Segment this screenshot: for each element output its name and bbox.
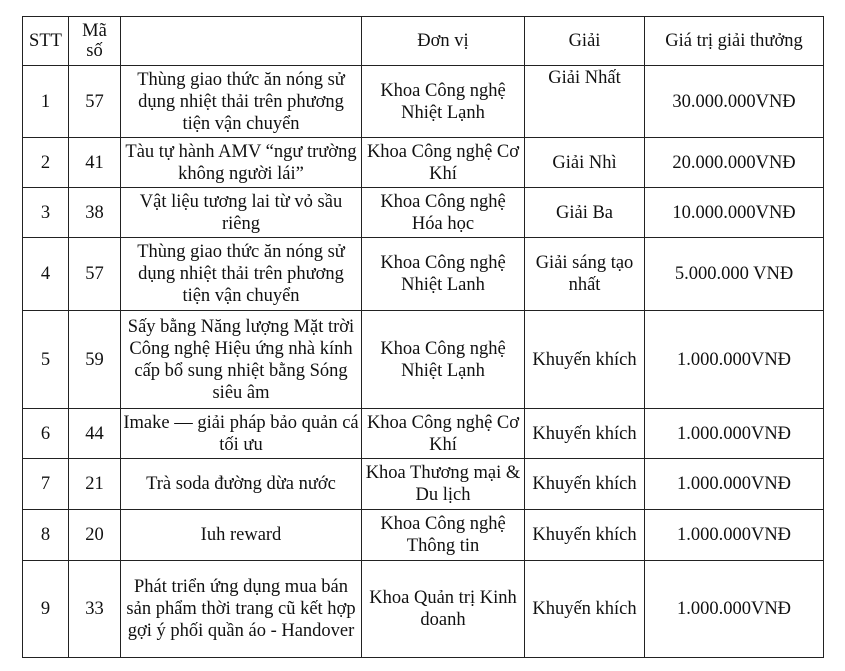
- table-row: [23, 561, 824, 658]
- cell-giai: Giải Nhì: [525, 138, 645, 188]
- header-ma-so-line1: Mã: [82, 21, 107, 41]
- cell-stt: 1: [23, 66, 69, 138]
- cell-stt: 2: [23, 138, 69, 188]
- cell-ten: Iuh reward: [121, 510, 362, 561]
- cell-giai: Giải Nhất: [525, 66, 645, 138]
- cell-giai: Khuyến khích: [525, 311, 645, 409]
- cell-ten: Trà soda đường dừa nước: [121, 459, 362, 510]
- cell-gia-tri: 20.000.000VNĐ: [645, 138, 824, 188]
- cell-don-vi: Khoa Công nghệ Nhiệt Lanh: [362, 238, 525, 311]
- table-row: [23, 138, 824, 188]
- cell-ma-so: 33: [69, 561, 121, 658]
- cell-stt: 4: [23, 238, 69, 311]
- cell-ma-so: 59: [69, 311, 121, 409]
- cell-stt: 6: [23, 409, 69, 459]
- cell-ma-so: 38: [69, 188, 121, 238]
- cell-giai: Khuyến khích: [525, 409, 645, 459]
- cell-giai: Khuyến khích: [525, 561, 645, 658]
- cell-don-vi: Khoa Quản trị Kinh doanh: [362, 561, 525, 658]
- cell-gia-tri: 1.000.000VNĐ: [645, 311, 824, 409]
- cell-stt: 7: [23, 459, 69, 510]
- cell-gia-tri: 1.000.000VNĐ: [645, 459, 824, 510]
- header-ma-so: [69, 17, 121, 66]
- cell-gia-tri: 1.000.000VNĐ: [645, 561, 824, 658]
- cell-gia-tri: 1.000.000VNĐ: [645, 409, 824, 459]
- cell-giai: Khuyến khích: [525, 510, 645, 561]
- cell-don-vi: Khoa Công nghệ Nhiệt Lạnh: [362, 66, 525, 138]
- cell-ten: Vật liệu tương lai từ vỏ sầu riêng: [121, 188, 362, 238]
- cell-stt: 9: [23, 561, 69, 658]
- cell-giai: Giải Ba: [525, 188, 645, 238]
- header-don-vi: Đơn vị: [362, 17, 525, 66]
- cell-gia-tri: 10.000.000VNĐ: [645, 188, 824, 238]
- header-row: [23, 17, 824, 66]
- cell-ten: Thùng giao thức ăn nóng sử dụng nhiệt thải trên phương tiện vận chuyển: [121, 238, 362, 311]
- cell-don-vi: Khoa Công nghệ Nhiệt Lạnh: [362, 311, 525, 409]
- table-row: [23, 510, 824, 561]
- cell-ma-so: 57: [69, 238, 121, 311]
- cell-ten: Sấy bằng Năng lượng Mặt trời Công nghệ Hiệu ứng nhà kính cấp bổ sung nhiệt bằng Sóng siêu âm: [121, 311, 362, 409]
- cell-ma-so: 21: [69, 459, 121, 510]
- cell-gia-tri: 1.000.000VNĐ: [645, 510, 824, 561]
- cell-gia-tri: 5.000.000 VNĐ: [645, 238, 824, 311]
- cell-ma-so: 41: [69, 138, 121, 188]
- cell-stt: 8: [23, 510, 69, 561]
- table-row: [23, 409, 824, 459]
- cell-ma-so: 57: [69, 66, 121, 138]
- header-giai: Giải: [525, 17, 645, 66]
- cell-stt: 5: [23, 311, 69, 409]
- cell-gia-tri: 30.000.000VNĐ: [645, 66, 824, 138]
- cell-giai: Khuyến khích: [525, 459, 645, 510]
- table-row: [23, 66, 824, 138]
- cell-giai: Giải sáng tạo nhất: [525, 238, 645, 311]
- table-row: [23, 238, 824, 311]
- cell-don-vi: Khoa Công nghệ Cơ Khí: [362, 409, 525, 459]
- awards-table: [22, 16, 824, 658]
- cell-ten: Phát triển ứng dụng mua bán sản phẩm thời trang cũ kết hợp gợi ý phối quần áo - Handover: [121, 561, 362, 658]
- table-row: [23, 459, 824, 510]
- table-row: [23, 311, 824, 409]
- cell-ma-so: 20: [69, 510, 121, 561]
- cell-ma-so: 44: [69, 409, 121, 459]
- cell-stt: 3: [23, 188, 69, 238]
- header-ten: [121, 17, 362, 66]
- cell-ten: Imake — giải pháp bảo quản cá tối ưu: [121, 409, 362, 459]
- header-gia-tri: Giá trị giải thưởng: [645, 17, 824, 66]
- cell-ten: Thùng giao thức ăn nóng sử dụng nhiệt thải trên phương tiện vận chuyển: [121, 66, 362, 138]
- cell-ten: Tàu tự hành AMV “ngư trường không người lái”: [121, 138, 362, 188]
- cell-don-vi: Khoa Công nghệ Hóa học: [362, 188, 525, 238]
- header-stt: STT: [23, 17, 69, 66]
- header-ma-so-line2: số: [86, 41, 103, 61]
- cell-don-vi: Khoa Công nghệ Cơ Khí: [362, 138, 525, 188]
- table-row: [23, 188, 824, 238]
- cell-don-vi: Khoa Công nghệ Thông tin: [362, 510, 525, 561]
- cell-don-vi: Khoa Thương mại & Du lịch: [362, 459, 525, 510]
